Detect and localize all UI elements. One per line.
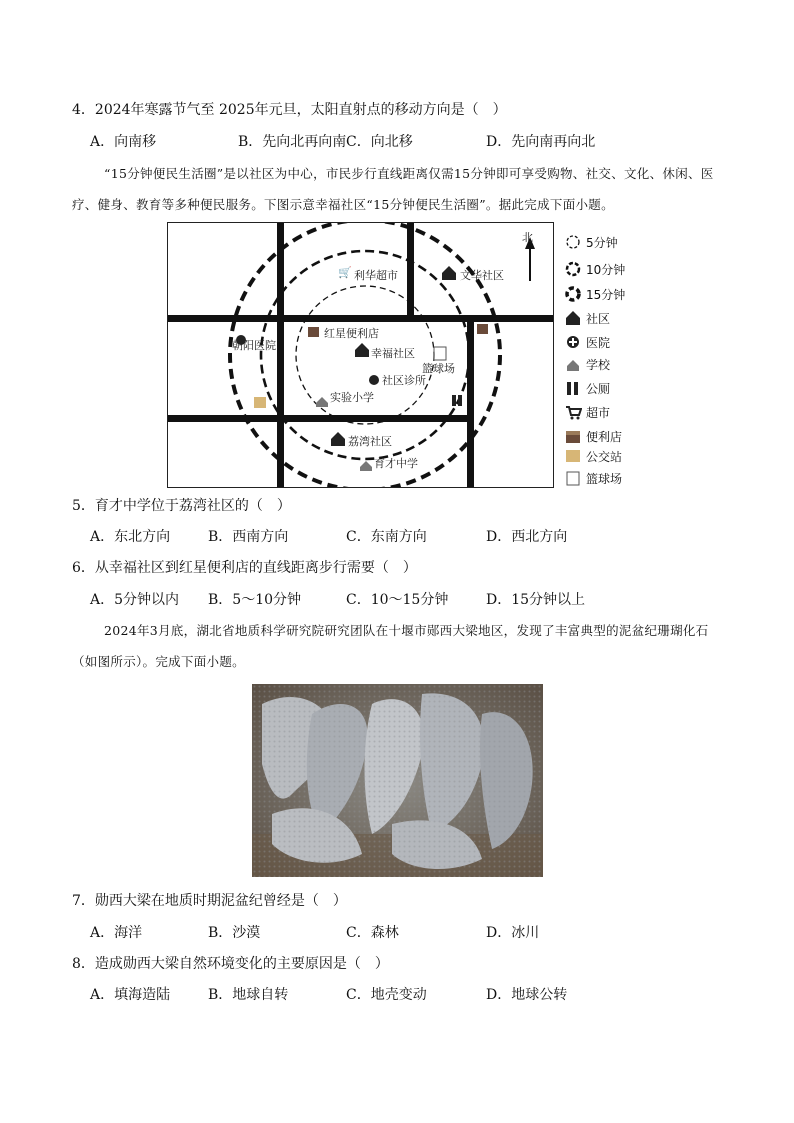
q7-option-b[interactable]: B．沙漠 [208, 925, 261, 941]
svg-text:朝阳医院: 朝阳医院 [232, 339, 276, 352]
svg-text:育才中学: 育才中学 [374, 457, 418, 470]
q4-option-d[interactable]: D．先向南再向北 [486, 134, 596, 150]
school-icon [316, 397, 328, 407]
question-5-stem: 5．育才中学位于荔湾社区的（ ） [72, 498, 291, 514]
svg-text:利华超市: 利华超市 [354, 269, 398, 282]
intro-paragraph-2: 2024年3月底，湖北省地质科学研究院研究团队在十堰市郧西大梁地区，发现了丰富典型的泥盆纪珊瑚化石（如图所示）。完成下面小题。 [72, 623, 709, 669]
place-hongxing [308, 326, 379, 340]
q4-option-b[interactable]: B．先向北再向南 [238, 134, 347, 150]
q8-option-a[interactable]: A．填海造陆 [90, 987, 171, 1003]
store-icon [308, 327, 319, 337]
question-6-stem: 6．从幸福社区到红星便利店的直线距离步行需要（ ） [72, 560, 417, 576]
svg-text:幸福社区: 幸福社区 [371, 347, 415, 360]
place-basketball [422, 347, 455, 375]
q7-option-d[interactable]: D．冰川 [486, 925, 540, 941]
map-drawing [168, 223, 553, 487]
bus-stop-icon [254, 397, 266, 408]
community-map [167, 222, 554, 488]
q6-option-d[interactable]: D．15分钟以上 [486, 592, 586, 608]
court-icon [567, 472, 579, 485]
road-north-south-3 [467, 318, 474, 487]
q5-option-b[interactable]: B．西南方向 [208, 529, 289, 545]
q6-option-a[interactable]: A．5分钟以内 [90, 592, 180, 608]
court-icon [434, 347, 446, 360]
toilet-icon [567, 382, 571, 395]
q6-option-b[interactable]: B．5～10分钟 [208, 592, 302, 608]
svg-text:社区诊所: 社区诊所 [382, 374, 426, 387]
school-icon [567, 360, 579, 371]
fossil-image [252, 684, 543, 877]
community-icon [355, 343, 369, 357]
svg-text:实验小学: 实验小学 [330, 391, 374, 404]
cart-icon [566, 407, 581, 415]
north-label: 北 [522, 231, 533, 244]
place-lihua [338, 266, 398, 282]
road-east-west-2 [168, 415, 473, 422]
community-icon [566, 311, 580, 325]
place-chaoyang [232, 335, 276, 352]
place-clinic [369, 373, 426, 387]
svg-text:篮球场: 篮球场 [422, 362, 455, 375]
bus-stop-icon [566, 450, 580, 462]
q5-option-d[interactable]: D．西北方向 [486, 529, 568, 545]
q6-option-c[interactable]: C．10～15分钟 [346, 592, 449, 608]
place-wenhua [442, 266, 504, 282]
q4-option-c[interactable]: C．向北移 [346, 134, 413, 150]
question-8-stem: 8．造成勋西大梁自然环境变化的主要原因是（ ） [72, 956, 389, 972]
q8-option-d[interactable]: D．地球公转 [486, 987, 568, 1003]
svg-text:红星便利店: 红星便利店 [324, 327, 379, 340]
toilet-icon [452, 395, 456, 406]
intro-paragraph-1: “15分钟便民生活圈”是以社区为中心，市民步行直线距离仅需15分钟即可享受购物、社交、文化、休闲、医疗、健身、教育等多种便民服务。下图示意幸福社区“15分钟便民生活圈”。据此完成下面小题。 [72, 166, 714, 212]
place-school [316, 390, 374, 407]
place-liwan [331, 432, 392, 448]
store-icon-east [477, 324, 488, 334]
toilet [452, 395, 462, 406]
q8-option-c[interactable]: C．地壳变动 [346, 987, 427, 1003]
q7-option-c[interactable]: C．森林 [346, 925, 399, 941]
q4-option-a[interactable]: A．向南移 [90, 134, 157, 150]
q7-option-a[interactable]: A．海洋 [90, 925, 143, 941]
community-icon [331, 432, 345, 446]
question-7-stem: 7．勋西大梁在地质时期泥盆纪曾经是（ ） [72, 893, 347, 909]
q5-option-c[interactable]: C．东南方向 [346, 529, 427, 545]
road-north-south-1 [277, 223, 284, 487]
place-xingfu [355, 343, 415, 360]
coral-fossil-photo [252, 684, 543, 877]
hospital-icon [369, 375, 379, 385]
svg-text:文华社区: 文华社区 [460, 269, 504, 282]
q8-option-b[interactable]: B．地球自转 [208, 987, 289, 1003]
school-icon [360, 461, 372, 471]
q5-option-a[interactable]: A．东北方向 [90, 529, 171, 545]
svg-text:荔湾社区: 荔湾社区 [348, 435, 392, 448]
svg-text:🛒: 🛒 [338, 266, 352, 279]
community-icon [442, 266, 456, 280]
question-4-stem: 4．2024年寒露节气至 2025年元旦，太阳直射点的移动方向是（ ） [72, 102, 507, 118]
